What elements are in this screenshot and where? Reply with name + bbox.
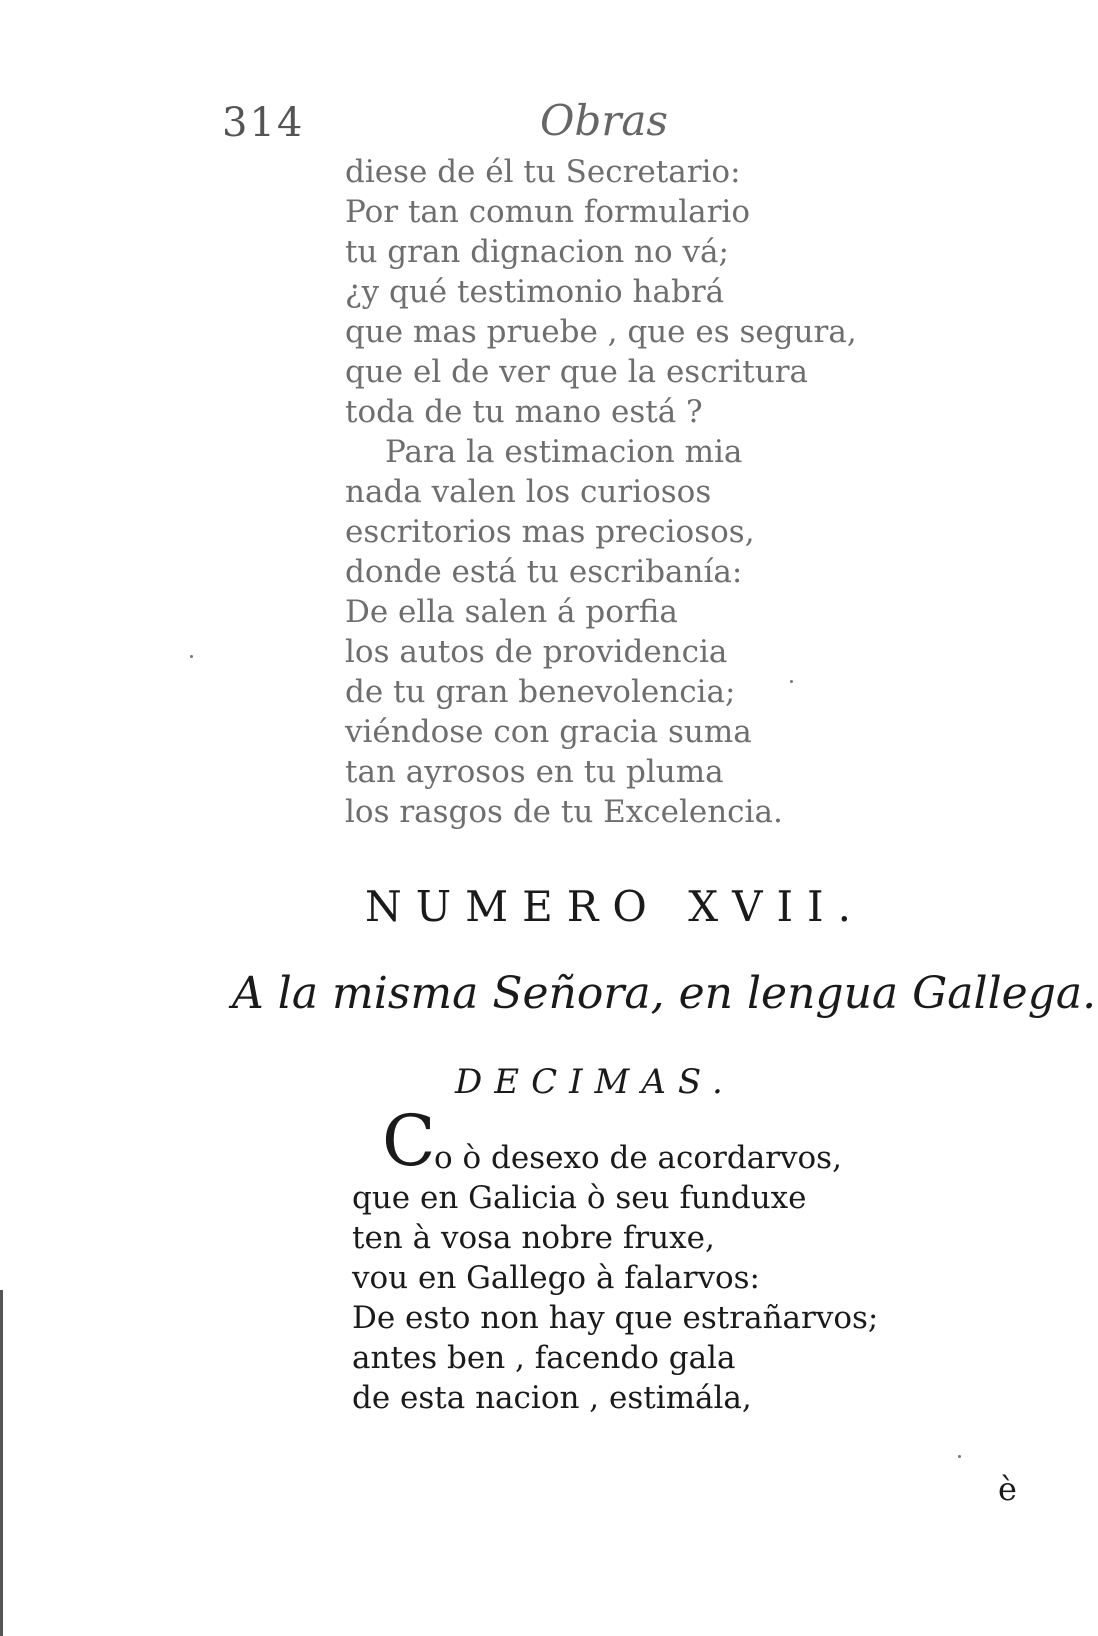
poem-subtitle: A la misma Señora, en lengua Gallega. bbox=[232, 968, 1097, 1019]
drop-cap: C bbox=[382, 1100, 436, 1182]
verse-line: De ella salen á porfia bbox=[345, 594, 678, 630]
verse-line: los autos de providencia bbox=[345, 634, 728, 670]
verse-line: Por tan comun formulario bbox=[345, 194, 751, 230]
verse-block-second bbox=[352, 1100, 912, 1418]
verse-line: nada valen los curiosos bbox=[345, 474, 712, 510]
running-head: Obras bbox=[540, 96, 668, 145]
verse-line: tan ayrosos en tu pluma bbox=[345, 754, 724, 790]
verse-line: toda de tu mano está ? bbox=[345, 394, 703, 430]
catchword: è bbox=[998, 1470, 1017, 1508]
verse-line: de esta nacion , estimála, bbox=[352, 1380, 752, 1416]
print-speck bbox=[958, 1455, 961, 1458]
verse-line: antes ben , facendo gala bbox=[352, 1340, 736, 1376]
first-verse-line bbox=[352, 1100, 912, 1182]
verse-line: que mas pruebe , que es segura, bbox=[345, 314, 857, 350]
verse-line: que en Galicia ò seu funduxe bbox=[352, 1180, 807, 1216]
section-heading: NUMERO XVII. bbox=[365, 882, 865, 931]
verse-line: ten à vosa nobre fruxe, bbox=[352, 1220, 715, 1256]
verse-line: De esto non hay que estrañarvos; bbox=[352, 1300, 879, 1336]
verse-line: vou en Gallego à falarvos: bbox=[352, 1260, 760, 1296]
verse-line: ¿y qué testimonio habrá bbox=[345, 274, 725, 310]
page-edge-shadow bbox=[0, 1290, 3, 1636]
verse-line: donde está tu escribanía: bbox=[345, 554, 743, 590]
verse-line: los rasgos de tu Excelencia. bbox=[345, 794, 783, 830]
verse-line: viéndose con gracia suma bbox=[345, 714, 752, 750]
page-number: 314 bbox=[222, 100, 305, 146]
verse-line: escritorios mas preciosos, bbox=[345, 514, 755, 550]
poem-form-label: DECIMAS. bbox=[455, 1062, 735, 1102]
verse-line: que el de ver que la escritura bbox=[345, 354, 809, 390]
verse-line: Para la estimacion mia bbox=[385, 434, 743, 470]
verse-line: diese de él tu Secretario: bbox=[345, 154, 741, 190]
print-speck bbox=[790, 680, 793, 683]
verse-line: tu gran dignacion no vá; bbox=[345, 234, 729, 270]
verse-block-first bbox=[345, 152, 905, 832]
print-speck bbox=[190, 655, 193, 658]
first-line-text: o ò desexo de acordarvos, bbox=[434, 1140, 842, 1176]
verse-line: de tu gran benevolencia; bbox=[345, 674, 736, 710]
